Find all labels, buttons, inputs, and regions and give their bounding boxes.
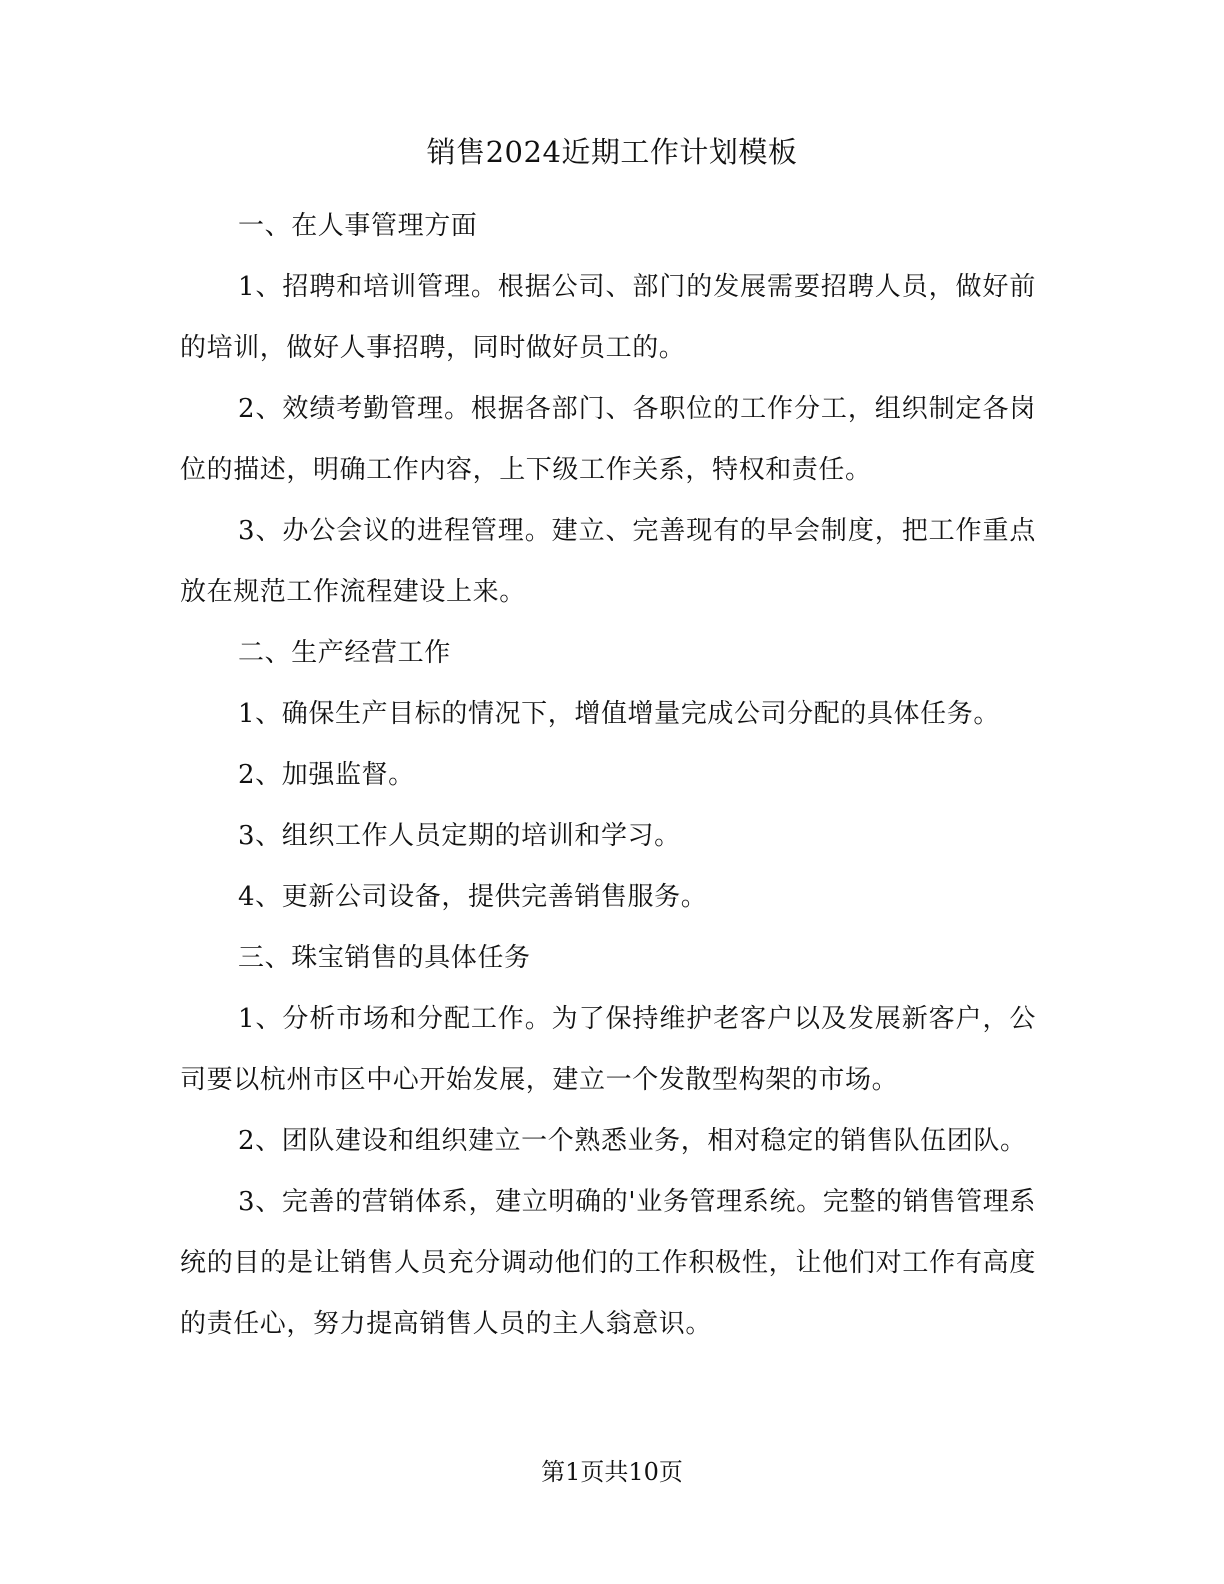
paragraph-training: 3、组织工作人员定期的培训和学习。 xyxy=(238,821,681,851)
paragraph-market-analysis: 1、分析市场和分配工作。为了保持维护老客户以及发展新客户，公司要以杭州市区中心开始发展，建立一个发散型构架的市场。 xyxy=(180,1004,1036,1095)
document-body xyxy=(180,196,1036,1355)
paragraph-production-goal: 1、确保生产目标的情况下，增值增量完成公司分配的具体任务。 xyxy=(238,699,1000,729)
page-footer: 第1页共10页 xyxy=(541,1458,683,1486)
paragraph-team-building: 2、团队建设和组织建立一个熟悉业务，相对稳定的销售队伍团队。 xyxy=(238,1126,1027,1156)
paragraph-equipment: 4、更新公司设备，提供完善销售服务。 xyxy=(238,882,708,912)
paragraph-supervision: 2、加强监督。 xyxy=(238,760,415,790)
section-heading-jewelry-sales: 三、珠宝销售的具体任务 xyxy=(238,943,531,973)
paragraph-performance: 2、效绩考勤管理。根据各部门、各职位的工作分工，组织制定各岗位的描述，明确工作内容，上下级工作关系，特权和责任。 xyxy=(180,394,1036,485)
paragraph-marketing-system: 3、完善的营销体系，建立明确的'业务管理系统。完整的销售管理系统的目的是让销售人员充分调动他们的工作积极性，让他们对工作有高度的责任心，努力提高销售人员的主人翁意识。 xyxy=(180,1187,1036,1339)
section-heading-personnel: 一、在人事管理方面 xyxy=(238,211,478,241)
paragraph-recruitment: 1、招聘和培训管理。根据公司、部门的发展需要招聘人员，做好前的培训，做好人事招聘，同时做好员工的。 xyxy=(180,272,1036,363)
paragraph-meetings: 3、办公会议的进程管理。建立、完善现有的早会制度，把工作重点放在规范工作流程建设上来。 xyxy=(180,516,1036,607)
section-heading-production: 二、生产经营工作 xyxy=(238,638,451,668)
page-title: 销售2024近期工作计划模板 xyxy=(426,135,798,169)
